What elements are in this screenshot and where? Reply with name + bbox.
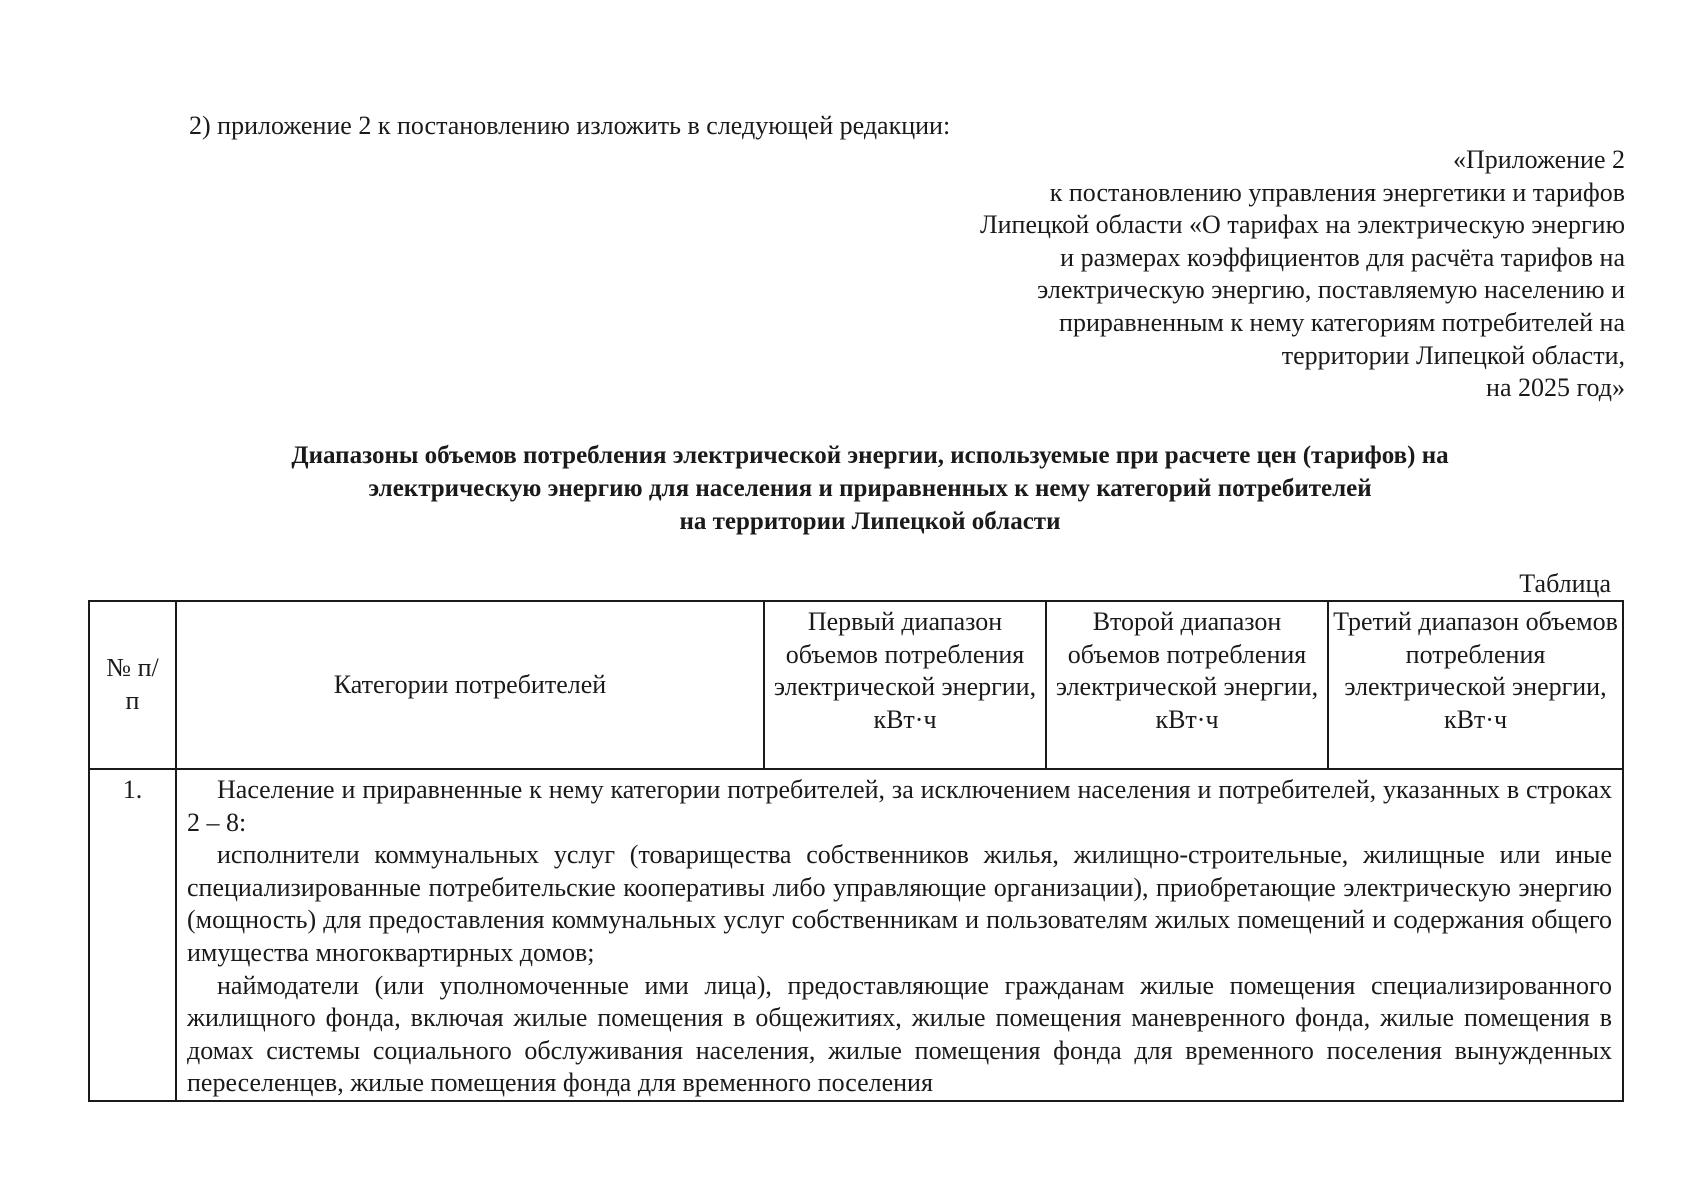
appendix-reference [825, 144, 1625, 405]
title-line: Диапазоны объемов потребления электрической энергии, используемые при расчете цен (тарифов) на [291, 442, 1449, 469]
appendix-line: «Приложение 2 [1452, 145, 1625, 174]
appendix-line: территории Липецкой области, [1281, 340, 1625, 370]
row-paragraph: исполнители коммунальных услуг (товарищества собственников жилья, жилищно-строительные, жилищные или иные специализированные потребительские кооперативы либо управляющие организации), приобретающие электрическую энергию (мощность) для предоставления коммунальных услуг собственникам и пользователям жилых помещений и содержания общего имущества многоквартирных домов; [187, 840, 1612, 967]
table-header-row [89, 601, 1623, 769]
header-range-3: Третий диапазон объемов потребления электрической энергии, кВт·ч [1328, 601, 1623, 769]
appendix-line: и размерах коэффициентов для расчёта тарифов на [1060, 242, 1625, 272]
appendix-line: на 2025 год» [1486, 373, 1625, 403]
intro-paragraph: 2) приложение 2 к постановлению изложить в следующей редакции: [189, 111, 951, 140]
header-range-2: Второй диапазон объемов потребления электрической энергии, кВт·ч [1046, 601, 1328, 769]
appendix-line: к постановлению управления энергетики и тарифов [1049, 177, 1625, 207]
header-category: Категории потребителей [176, 601, 764, 769]
title-line: на территории Липецкой области [679, 508, 1061, 535]
header-number: № п/п [89, 601, 176, 769]
title-line: электрическую энергию для населения и приравненных к нему категорий потребителей [368, 475, 1372, 502]
row-paragraph: Население и приравненные к нему категории потребителей, за исключением населения и потребителей, указанных в строках 2 – 8: [187, 775, 1612, 837]
appendix-line: Липецкой области «О тарифах на электрическую энергию [980, 210, 1625, 240]
row-description [176, 769, 1623, 1101]
row-paragraph: наймодатели (или уполномоченные ими лица), предоставляющие гражданам жилые помещения специализированного жилищного фонда, включая жилые помещения в общежитиях, жилые помещения маневренного фонда, жилые помещения в домах системы социального обслуживания населения, жилые помещения фонда для временного поселения вынужденных переселенцев, жилые помещения фонда для временного поселения [187, 970, 1612, 1098]
table-caption: Таблица [1519, 569, 1611, 598]
appendix-line: приравненным к нему категориям потребителей на [1059, 307, 1625, 337]
document-title [150, 439, 1590, 538]
consumption-ranges-table [88, 600, 1624, 1102]
header-range-1: Первый диапазон объемов потребления электрической энергии, кВт·ч [764, 601, 1046, 769]
table-row [89, 769, 1623, 1101]
row-number: 1. [89, 769, 176, 1101]
appendix-line: электрическую энергию, поставляемую населению и [1037, 275, 1625, 305]
